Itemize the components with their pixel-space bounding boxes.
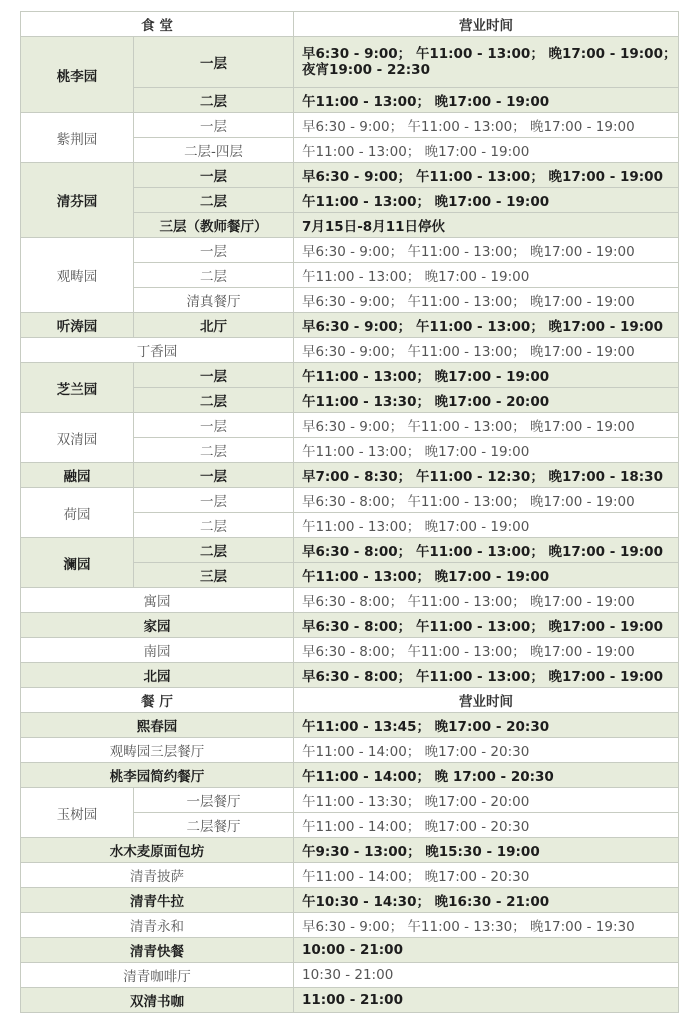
venue-name: 丁香园 [21,338,294,363]
opening-hours: 午11:00 - 13:00； 晚17:00 - 19:00 [294,263,679,288]
table-row [21,363,679,388]
opening-hours: 午10:30 - 14:30； 晚16:30 - 21:00 [294,888,679,913]
opening-hours: 午11:00 - 13:00； 晚17:00 - 19:00 [294,513,679,538]
table-row [21,938,679,963]
floor-label: 一层餐厅 [134,788,294,813]
table-row [21,338,679,363]
opening-hours: 午9:30 - 13:00； 晚15:30 - 19:00 [294,838,679,863]
venue-name: 听涛园 [21,313,134,338]
opening-hours: 午11:00 - 13:00； 晚17:00 - 19:00 [294,363,679,388]
floor-label: 一层 [134,363,294,388]
opening-hours: 早6:30 - 8:00； 午11:00 - 13:00； 晚17:00 - 19:00 [294,538,679,563]
opening-hours: 早6:30 - 9:00； 午11:00 - 13:00； 晚17:00 - 19:00 [294,413,679,438]
opening-hours-line: 夜宵19:00 - 22:30 [302,62,430,78]
floor-label: 二层 [134,388,294,413]
table-row [21,588,679,613]
floor-label: 二层 [134,88,294,113]
floor-label: 北厅 [134,313,294,338]
table-row [21,888,679,913]
venue-name: 寓园 [21,588,294,613]
venue-name: 紫荆园 [21,113,134,163]
opening-hours-line: 早6:30 - 9:00； 午11:00 - 13:00； 晚17:00 - 19:00； [302,46,677,62]
venue-name: 南园 [21,638,294,663]
floor-label: 一层 [134,37,294,88]
opening-hours: 早6:30 - 8:00； 午11:00 - 13:00； 晚17:00 - 19:00 [294,613,679,638]
floor-label: 一层 [134,238,294,263]
table-row [21,238,679,263]
dining-hours-table [20,11,679,1013]
floor-label: 二层-四层 [134,138,294,163]
floor-label: 二层 [134,263,294,288]
opening-hours [294,37,679,88]
opening-hours: 早6:30 - 8:00； 午11:00 - 13:00； 晚17:00 - 19:00 [294,663,679,688]
floor-label: 二层 [134,188,294,213]
table-row [21,488,679,513]
opening-hours: 午11:00 - 13:00； 晚17:00 - 19:00 [294,563,679,588]
table-row [21,638,679,663]
floor-label: 一层 [134,113,294,138]
table-row [21,413,679,438]
floor-label: 一层 [134,163,294,188]
table-row [21,613,679,638]
opening-hours: 午11:00 - 14:00； 晚17:00 - 20:30 [294,863,679,888]
venue-name: 双清书咖 [21,988,294,1013]
opening-hours: 早6:30 - 9:00； 午11:00 - 13:00； 晚17:00 - 19:00 [294,238,679,263]
table-row [21,963,679,988]
floor-label: 二层 [134,513,294,538]
restaurant_header-header-row [21,688,679,713]
column-header-hours: 营业时间 [294,12,679,37]
venue-name: 澜园 [21,538,134,588]
table-row [21,163,679,188]
column-header-name: 餐 厅 [21,688,294,713]
venue-name: 桃李园简约餐厅 [21,763,294,788]
opening-hours: 早6:30 - 9:00； 午11:00 - 13:00； 晚17:00 - 19:00 [294,338,679,363]
dining-hours-table-body [21,12,679,1013]
opening-hours: 早6:30 - 9:00； 午11:00 - 13:30； 晚17:00 - 19:30 [294,913,679,938]
opening-hours: 7月15日-8月11日停伙 [294,213,679,238]
floor-label: 一层 [134,463,294,488]
venue-name: 家园 [21,613,294,638]
canteen_header-header-row [21,12,679,37]
venue-name: 桃李园 [21,37,134,113]
opening-hours: 午11:00 - 14:00； 晚17:00 - 20:30 [294,813,679,838]
opening-hours: 早6:30 - 8:00； 午11:00 - 13:00； 晚17:00 - 19:00 [294,638,679,663]
opening-hours: 早6:30 - 9:00； 午11:00 - 13:00； 晚17:00 - 19:00 [294,288,679,313]
opening-hours: 早6:30 - 9:00； 午11:00 - 13:00； 晚17:00 - 19:00 [294,313,679,338]
opening-hours: 早6:30 - 8:00； 午11:00 - 13:00； 晚17:00 - 19:00 [294,588,679,613]
opening-hours: 10:00 - 21:00 [294,938,679,963]
venue-name: 清芬园 [21,163,134,238]
venue-name: 清青牛拉 [21,888,294,913]
venue-name: 北园 [21,663,294,688]
column-header-name: 食 堂 [21,12,294,37]
floor-label: 三层 [134,563,294,588]
opening-hours: 早7:00 - 8:30； 午11:00 - 12:30； 晚17:00 - 18:30 [294,463,679,488]
venue-name: 荷园 [21,488,134,538]
table-row [21,538,679,563]
opening-hours: 午11:00 - 14:00； 晚 17:00 - 20:30 [294,763,679,788]
table-row [21,988,679,1013]
hours-table-container [20,11,679,1013]
floor-label: 二层 [134,438,294,463]
floor-label: 二层 [134,538,294,563]
floor-label: 一层 [134,488,294,513]
opening-hours: 早6:30 - 9:00； 午11:00 - 13:00； 晚17:00 - 19:00 [294,163,679,188]
table-row [21,913,679,938]
venue-name: 清青咖啡厅 [21,963,294,988]
opening-hours: 早6:30 - 9:00； 午11:00 - 13:00； 晚17:00 - 19:00 [294,113,679,138]
opening-hours: 10:30 - 21:00 [294,963,679,988]
table-row [21,838,679,863]
opening-hours: 早6:30 - 8:00； 午11:00 - 13:00； 晚17:00 - 19:00 [294,488,679,513]
venue-name: 芝兰园 [21,363,134,413]
table-row [21,663,679,688]
floor-label: 一层 [134,413,294,438]
venue-name: 融园 [21,463,134,488]
column-header-hours: 营业时间 [294,688,679,713]
floor-label: 清真餐厅 [134,288,294,313]
table-row [21,738,679,763]
venue-name: 清青快餐 [21,938,294,963]
opening-hours: 午11:00 - 13:30； 晚17:00 - 20:00 [294,788,679,813]
venue-name: 观畴园三层餐厅 [21,738,294,763]
opening-hours: 午11:00 - 13:00； 晚17:00 - 19:00 [294,88,679,113]
floor-label: 二层餐厅 [134,813,294,838]
opening-hours: 11:00 - 21:00 [294,988,679,1013]
table-row [21,463,679,488]
floor-label: 三层（教师餐厅） [134,213,294,238]
table-row [21,113,679,138]
venue-name: 观畴园 [21,238,134,313]
venue-name: 清青永和 [21,913,294,938]
opening-hours: 午11:00 - 13:00； 晚17:00 - 19:00 [294,188,679,213]
venue-name: 清青披萨 [21,863,294,888]
venue-name: 双清园 [21,413,134,463]
table-row [21,713,679,738]
table-row [21,37,679,88]
opening-hours: 午11:00 - 13:00； 晚17:00 - 19:00 [294,438,679,463]
table-row [21,788,679,813]
opening-hours: 午11:00 - 13:30； 晚17:00 - 20:00 [294,388,679,413]
venue-name: 熙春园 [21,713,294,738]
opening-hours: 午11:00 - 13:45； 晚17:00 - 20:30 [294,713,679,738]
opening-hours: 午11:00 - 13:00； 晚17:00 - 19:00 [294,138,679,163]
venue-name: 水木麦原面包坊 [21,838,294,863]
table-row [21,863,679,888]
opening-hours: 午11:00 - 14:00； 晚17:00 - 20:30 [294,738,679,763]
venue-name: 玉树园 [21,788,134,838]
table-row [21,313,679,338]
table-row [21,763,679,788]
